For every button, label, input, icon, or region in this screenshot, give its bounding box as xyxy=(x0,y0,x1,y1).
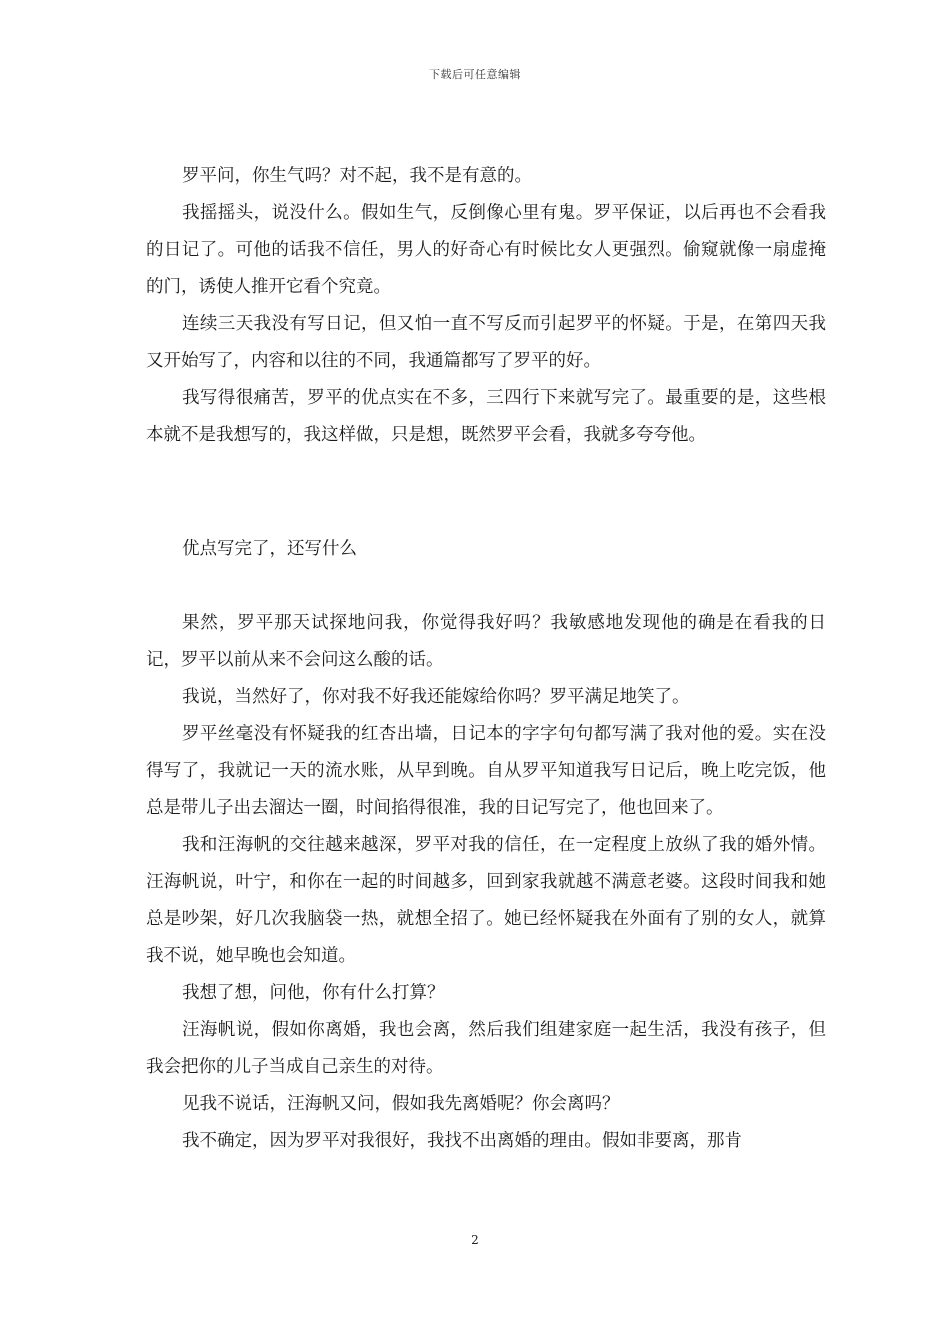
paragraph: 见我不说话，汪海帆又问，假如我先离婚呢？你会离吗？ xyxy=(182,1094,620,1114)
page-number: 2 xyxy=(471,1233,479,1247)
paragraph: 罗平丝毫没有怀疑我的红杏出墙，日记本的字字句句都写满了我对他的爱。实在没得写了，我就记一天的流水账，从早到晚。自从罗平知道我写日记后，晚上吃完饭，他总是带儿子出去溜达一圈，时间掐得很准，我的日记写完了，他也回来了。 xyxy=(146,724,826,818)
paragraph: 果然，罗平那天试探地问我，你觉得我好吗？我敏感地发现他的确是在看我的日记，罗平以前从来不会问这么酸的话。 xyxy=(146,613,826,670)
body-section-2 xyxy=(146,605,826,1160)
body-section-1 xyxy=(146,158,826,454)
paragraph: 汪海帆说，假如你离婚，我也会离，然后我们组建家庭一起生活，我没有孩子，但我会把你的儿子当成自己亲生的对待。 xyxy=(146,1020,826,1077)
paragraph: 我写得很痛苦，罗平的优点实在不多，三四行下来就写完了。最重要的是，这些根本就不是我想写的，我这样做，只是想，既然罗平会看，我就多夸夸他。 xyxy=(146,388,826,445)
paragraph: 我想了想，问他，你有什么打算？ xyxy=(182,983,445,1003)
section-heading: 优点写完了，还写什么 xyxy=(182,539,357,559)
paragraph: 我和汪海帆的交往越来越深，罗平对我的信任，在一定程度上放纵了我的婚外情。汪海帆说，叶宁，和你在一起的时间越多，回到家我就越不满意老婆。这段时间我和她总是吵架，好几次我脑袋一热，就想全招了。她已经怀疑我在外面有了别的女人，就算我不说，她早晚也会知道。 xyxy=(146,835,826,966)
paragraph: 连续三天我没有写日记，但又怕一直不写反而引起罗平的怀疑。于是，在第四天我又开始写了，内容和以往的不同，我通篇都写了罗平的好。 xyxy=(146,314,826,371)
paragraph: 我摇摇头，说没什么。假如生气，反倒像心里有鬼。罗平保证，以后再也不会看我的日记了。可他的话我不信任，男人的好奇心有时候比女人更强烈。偷窥就像一扇虚掩的门，诱使人推开它看个究竟。 xyxy=(146,203,826,297)
paragraph: 我不确定，因为罗平对我很好，我找不出离婚的理由。假如非要离，那肯 xyxy=(182,1131,742,1151)
paragraph: 我说，当然好了，你对我不好我还能嫁给你吗？罗平满足地笑了。 xyxy=(182,687,690,707)
paragraph: 罗平问，你生气吗？对不起，我不是有意的。 xyxy=(182,166,532,186)
section-heading-block xyxy=(146,531,826,568)
page-header: 下载后可任意编辑 xyxy=(429,68,521,81)
